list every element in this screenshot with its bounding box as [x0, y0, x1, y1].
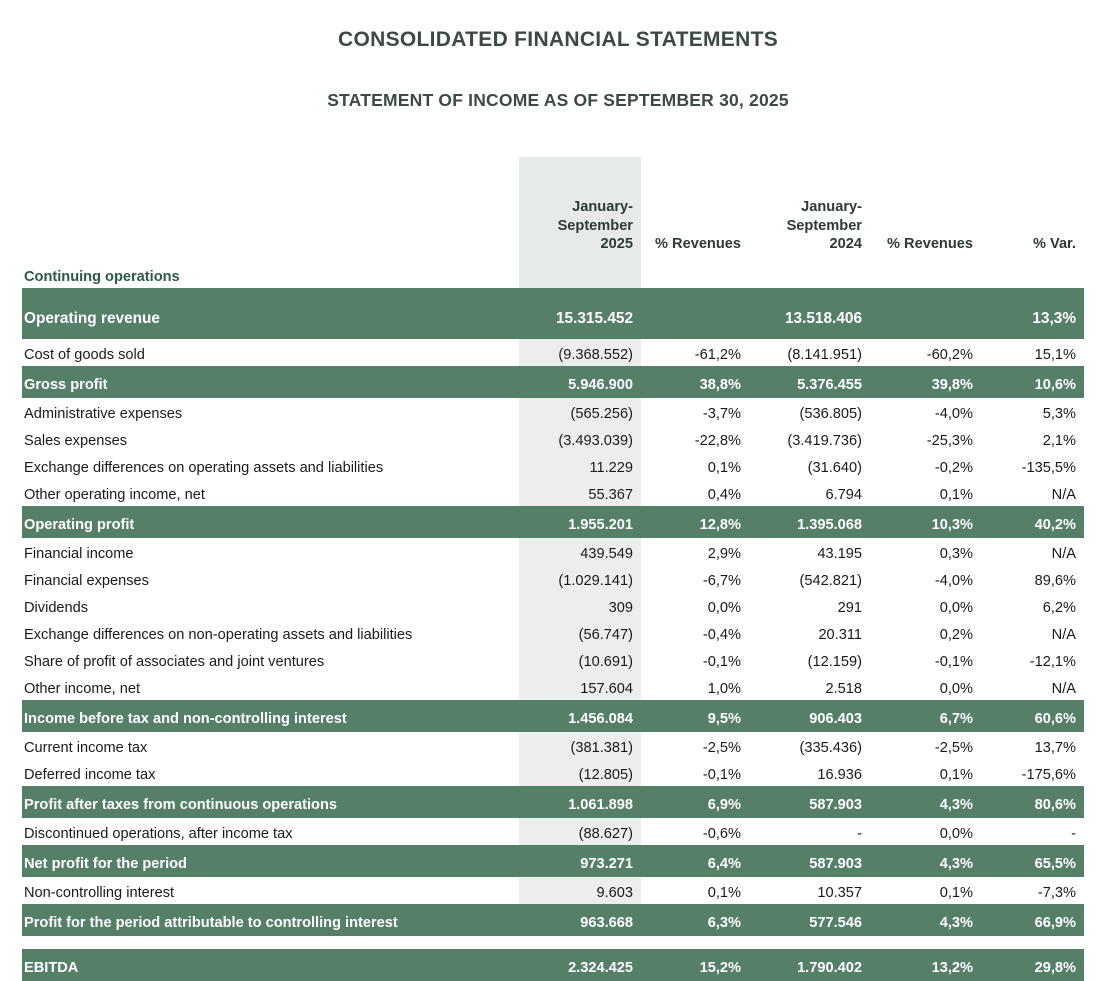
row-value-2024: 1.790.402	[749, 949, 870, 981]
table-row	[22, 398, 1084, 425]
table-row	[22, 619, 1084, 646]
row-value-2025: 1.456.084	[519, 700, 641, 732]
column-header-label	[22, 157, 519, 263]
table-row	[22, 877, 1084, 904]
row-pct-revenues-2024: 0,2%	[870, 619, 981, 646]
table-row	[22, 565, 1084, 592]
row-pct-revenues-2024: 6,7%	[870, 700, 981, 732]
section-heading-continuing-operations	[22, 263, 1084, 288]
row-pct-revenues-2025: 0,1%	[641, 452, 749, 479]
row-pct-var: 80,6%	[981, 786, 1084, 818]
row-pct-revenues-2024: 4,3%	[870, 786, 981, 818]
row-value-2024: 587.903	[749, 786, 870, 818]
row-pct-var: 5,3%	[981, 398, 1084, 425]
row-pct-revenues-2025: -2,5%	[641, 732, 749, 759]
row-value-2025: 15.315.452	[519, 288, 641, 339]
row-label: Non-controlling interest	[22, 877, 519, 904]
row-value-2025: 309	[519, 592, 641, 619]
table-row	[22, 592, 1084, 619]
row-label: EBITDA	[22, 949, 519, 981]
row-value-2024: -	[749, 818, 870, 845]
row-pct-revenues-2025: 0,4%	[641, 479, 749, 506]
row-pct-revenues-2024: 0,1%	[870, 759, 981, 786]
row-pct-var: 13,7%	[981, 732, 1084, 759]
row-value-2024: 13.518.406	[749, 288, 870, 339]
row-pct-revenues-2025: 0,0%	[641, 592, 749, 619]
table-row	[22, 700, 1084, 732]
table-row	[22, 366, 1084, 398]
row-value-2024: 2.518	[749, 673, 870, 700]
row-pct-revenues-2025: -0,6%	[641, 818, 749, 845]
table-row	[22, 759, 1084, 786]
row-pct-revenues-2025: 1,0%	[641, 673, 749, 700]
table-row	[22, 646, 1084, 673]
row-label: Gross profit	[22, 366, 519, 398]
row-pct-revenues-2024: -4,0%	[870, 398, 981, 425]
row-pct-revenues-2024: 0,1%	[870, 877, 981, 904]
row-pct-revenues-2024: -0,1%	[870, 646, 981, 673]
row-value-2025: 963.668	[519, 904, 641, 936]
separator-cell	[641, 936, 749, 949]
row-pct-var: -175,6%	[981, 759, 1084, 786]
row-label: Current income tax	[22, 732, 519, 759]
separator-cell	[870, 936, 981, 949]
row-value-2025: (381.381)	[519, 732, 641, 759]
row-pct-revenues-2024: -4,0%	[870, 565, 981, 592]
row-value-2025: 11.229	[519, 452, 641, 479]
row-value-2025: (12.805)	[519, 759, 641, 786]
row-label: Other operating income, net	[22, 479, 519, 506]
row-pct-revenues-2024: 13,2%	[870, 949, 981, 981]
table-body	[22, 263, 1084, 981]
row-pct-revenues-2025: -0,4%	[641, 619, 749, 646]
row-value-2024: (8.141.951)	[749, 339, 870, 366]
row-pct-revenues-2024: 0,0%	[870, 592, 981, 619]
row-value-2024: 1.395.068	[749, 506, 870, 538]
row-pct-revenues-2024: 4,3%	[870, 845, 981, 877]
row-pct-revenues-2024: 0,0%	[870, 818, 981, 845]
row-value-2024: 577.546	[749, 904, 870, 936]
table-row	[22, 949, 1084, 981]
row-value-2024: (335.436)	[749, 732, 870, 759]
section-heading-blank-1	[519, 263, 641, 288]
row-pct-var: 66,9%	[981, 904, 1084, 936]
row-label: Financial income	[22, 538, 519, 565]
row-label: Profit for the period attributable to controlling interest	[22, 904, 519, 936]
row-value-2024: 906.403	[749, 700, 870, 732]
row-pct-var: N/A	[981, 619, 1084, 646]
column-header-pct-revenues-2024: % Revenues	[887, 235, 973, 252]
row-pct-revenues-2024: 10,3%	[870, 506, 981, 538]
row-pct-var: 2,1%	[981, 425, 1084, 452]
row-pct-revenues-2025: -0,1%	[641, 759, 749, 786]
row-value-2024: 6.794	[749, 479, 870, 506]
column-header-pct-var: % Var.	[1032, 235, 1076, 252]
row-value-2024: (12.159)	[749, 646, 870, 673]
row-value-2025: (88.627)	[519, 818, 641, 845]
row-value-2024: 43.195	[749, 538, 870, 565]
page-subtitle: STATEMENT OF INCOME AS OF SEPTEMBER 30, 2025	[327, 90, 789, 110]
row-pct-revenues-2025: 15,2%	[641, 949, 749, 981]
row-pct-var: 89,6%	[981, 565, 1084, 592]
row-value-2024: 16.936	[749, 759, 870, 786]
separator-cell	[22, 936, 519, 949]
row-value-2025: 1.955.201	[519, 506, 641, 538]
section-heading-blank-2	[641, 263, 749, 288]
row-pct-revenues-2024: 0,3%	[870, 538, 981, 565]
row-pct-var: N/A	[981, 479, 1084, 506]
row-label: Dividends	[22, 592, 519, 619]
row-label: Profit after taxes from continuous operations	[22, 786, 519, 818]
row-label: Share of profit of associates and joint ventures	[22, 646, 519, 673]
row-label: Exchange differences on non-operating assets and liabilities	[22, 619, 519, 646]
row-value-2025: 973.271	[519, 845, 641, 877]
row-pct-var: N/A	[981, 538, 1084, 565]
table-row	[22, 538, 1084, 565]
separator-cell	[749, 936, 870, 949]
table-row	[22, 904, 1084, 936]
row-pct-var: 13,3%	[981, 288, 1084, 339]
row-pct-revenues-2024: 4,3%	[870, 904, 981, 936]
row-value-2024: 291	[749, 592, 870, 619]
row-pct-var: N/A	[981, 673, 1084, 700]
row-pct-revenues-2024: 39,8%	[870, 366, 981, 398]
row-pct-var: 29,8%	[981, 949, 1084, 981]
row-pct-var: 15,1%	[981, 339, 1084, 366]
income-statement-table	[22, 157, 1084, 981]
row-pct-revenues-2025: 6,4%	[641, 845, 749, 877]
separator-cell	[981, 936, 1084, 949]
table-row	[22, 479, 1084, 506]
row-pct-revenues-2025: 38,8%	[641, 366, 749, 398]
table-row	[22, 506, 1084, 538]
row-pct-revenues-2025: -3,7%	[641, 398, 749, 425]
row-pct-revenues-2025	[641, 288, 749, 339]
row-pct-var: 65,5%	[981, 845, 1084, 877]
table-row	[22, 786, 1084, 818]
row-pct-revenues-2024	[870, 288, 981, 339]
row-pct-var: 60,6%	[981, 700, 1084, 732]
row-label: Other income, net	[22, 673, 519, 700]
table-row	[22, 288, 1084, 339]
row-value-2025: (56.747)	[519, 619, 641, 646]
page-title: CONSOLIDATED FINANCIAL STATEMENTS	[338, 28, 778, 51]
row-pct-revenues-2024: 0,0%	[870, 673, 981, 700]
separator-cell	[519, 936, 641, 949]
row-value-2025: 2.324.425	[519, 949, 641, 981]
table-row	[22, 452, 1084, 479]
row-pct-revenues-2024: -0,2%	[870, 452, 981, 479]
row-pct-var: -12,1%	[981, 646, 1084, 673]
row-pct-revenues-2025: 12,8%	[641, 506, 749, 538]
table-row	[22, 673, 1084, 700]
table-row	[22, 845, 1084, 877]
row-label: Sales expenses	[22, 425, 519, 452]
row-pct-var: -7,3%	[981, 877, 1084, 904]
row-pct-revenues-2025: 6,9%	[641, 786, 749, 818]
row-pct-revenues-2025: 2,9%	[641, 538, 749, 565]
row-pct-var: -135,5%	[981, 452, 1084, 479]
row-pct-revenues-2024: -60,2%	[870, 339, 981, 366]
column-header-jan-sep-2025: January-September 2025	[519, 157, 641, 263]
row-pct-var: 6,2%	[981, 592, 1084, 619]
row-pct-var: 40,2%	[981, 506, 1084, 538]
table-row	[22, 425, 1084, 452]
table-header-row	[22, 157, 1084, 263]
row-pct-revenues-2024: 0,1%	[870, 479, 981, 506]
row-value-2025: (1.029.141)	[519, 565, 641, 592]
row-pct-revenues-2025: -61,2%	[641, 339, 749, 366]
row-label: Cost of goods sold	[22, 339, 519, 366]
section-heading-blank-4	[870, 263, 981, 288]
row-value-2025: 1.061.898	[519, 786, 641, 818]
table-separator-row	[22, 936, 1084, 949]
row-pct-revenues-2024: -2,5%	[870, 732, 981, 759]
row-value-2025: (565.256)	[519, 398, 641, 425]
row-value-2025: 9.603	[519, 877, 641, 904]
section-heading-blank-5	[981, 263, 1084, 288]
row-value-2024: (3.419.736)	[749, 425, 870, 452]
row-value-2024: (536.805)	[749, 398, 870, 425]
row-value-2024: (31.640)	[749, 452, 870, 479]
row-value-2025: (3.493.039)	[519, 425, 641, 452]
table-row	[22, 339, 1084, 366]
row-value-2025: 5.946.900	[519, 366, 641, 398]
row-value-2024: 587.903	[749, 845, 870, 877]
row-pct-revenues-2024: -25,3%	[870, 425, 981, 452]
row-pct-var: 10,6%	[981, 366, 1084, 398]
row-value-2024: 10.357	[749, 877, 870, 904]
row-label: Exchange differences on operating assets and liabilities	[22, 452, 519, 479]
row-pct-revenues-2025: -6,7%	[641, 565, 749, 592]
row-pct-revenues-2025: 9,5%	[641, 700, 749, 732]
row-label: Discontinued operations, after income tax	[22, 818, 519, 845]
column-header-pct-revenues-2025: % Revenues	[655, 235, 741, 252]
row-value-2025: 157.604	[519, 673, 641, 700]
row-pct-var: -	[981, 818, 1084, 845]
row-value-2024: (542.821)	[749, 565, 870, 592]
row-value-2024: 5.376.455	[749, 366, 870, 398]
row-value-2025: (10.691)	[519, 646, 641, 673]
row-value-2024: 20.311	[749, 619, 870, 646]
row-pct-revenues-2025: -0,1%	[641, 646, 749, 673]
row-pct-revenues-2025: -22,8%	[641, 425, 749, 452]
row-pct-revenues-2025: 6,3%	[641, 904, 749, 936]
row-pct-revenues-2025: 0,1%	[641, 877, 749, 904]
row-label: Operating profit	[22, 506, 519, 538]
financial-statement-page	[0, 28, 1116, 976]
table-row	[22, 818, 1084, 845]
table-row	[22, 732, 1084, 759]
row-label: Income before tax and non-controlling interest	[22, 700, 519, 732]
column-header-jan-sep-2024: January-September 2024	[786, 199, 862, 252]
section-heading-blank-3	[749, 263, 870, 288]
row-value-2025: 439.549	[519, 538, 641, 565]
row-value-2025: (9.368.552)	[519, 339, 641, 366]
row-label: Financial expenses	[22, 565, 519, 592]
row-value-2025: 55.367	[519, 479, 641, 506]
row-label: Net profit for the period	[22, 845, 519, 877]
section-heading-label: Continuing operations	[24, 269, 180, 285]
row-label: Deferred income tax	[22, 759, 519, 786]
row-label: Administrative expenses	[22, 398, 519, 425]
row-label: Operating revenue	[22, 288, 519, 339]
